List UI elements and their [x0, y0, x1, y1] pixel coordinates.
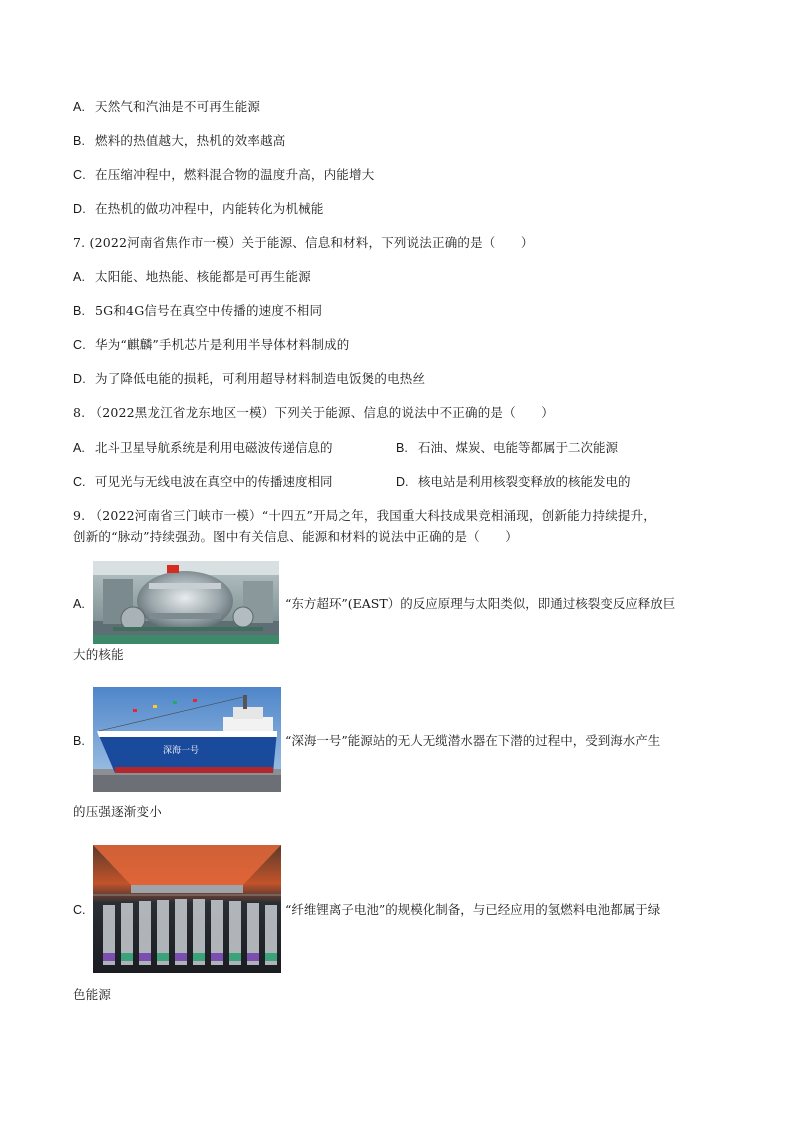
q9-option-c-text1: “纤维锂离子电池”的规模化制备，与已经应用的氢燃料电池都属于绿: [285, 902, 661, 917]
q7-option-a: [73, 269, 311, 285]
q9-stem-line1: 9. （2022河南省三门峡市一模）“十四五”开局之年，我国重大科技成果竞相涌现，创新能力持续提升，: [73, 508, 656, 523]
option-letter: C.: [73, 475, 86, 489]
q7-option-c: [73, 337, 349, 353]
option-text: 可见光与无线电波在真空中的传播速度相同: [95, 474, 333, 489]
q9-option-b-letter: B.: [73, 734, 85, 748]
q6-option-d: [73, 201, 324, 217]
q9-option-b-text2: 的压强逐渐变小: [73, 804, 162, 819]
q8-stem: 8. （2022黑龙江省龙东地区一模）下列关于能源、信息的说法中不正确的是（ ）: [73, 405, 554, 420]
option-letter: C.: [73, 338, 86, 352]
option-letter: A.: [73, 441, 85, 455]
option-text: 华为“麒麟”手机芯片是利用半导体材料制成的: [95, 337, 350, 352]
q8-option-d: [396, 474, 631, 490]
q6-option-c: [73, 167, 374, 183]
battery-factory-photo: [93, 845, 281, 973]
q9-option-a-letter: A.: [73, 597, 85, 611]
q8-option-b: [396, 440, 618, 456]
option-letter: D.: [73, 372, 86, 386]
option-text: 5G和4G信号在真空中传播的速度不相同: [95, 303, 323, 318]
q9-option-a-text1: “东方超环”(EAST）的反应原理与太阳类似，即通过核裂变反应释放巨: [285, 596, 676, 611]
option-text: 北斗卫星导航系统是利用电磁波传递信息的: [95, 440, 333, 455]
q8-option-a: [73, 440, 333, 456]
q9-option-b-text1: “深海一号”能源站的无人无缆潜水器在下潜的过程中，受到海水产生: [285, 733, 661, 748]
option-letter: D.: [396, 475, 409, 489]
option-letter: D.: [73, 202, 86, 216]
q8-option-c: [73, 474, 333, 490]
q7-option-d: [73, 371, 425, 387]
option-letter: B.: [73, 304, 86, 318]
option-letter: C.: [73, 168, 86, 182]
ship-name-label: 深海一号: [163, 746, 200, 756]
tokamak-photo: [93, 561, 279, 644]
q6-option-b: [73, 133, 286, 149]
option-text: 在热机的做功冲程中，内能转化为机械能: [95, 201, 324, 216]
option-letter: B.: [396, 441, 408, 455]
option-text: 天然气和汽油是不可再生能源: [95, 99, 261, 114]
q9-option-a-text2: 大的核能: [73, 647, 124, 662]
option-text: 为了降低电能的损耗，可利用超导材料制造电饭煲的电热丝: [95, 371, 426, 386]
option-text: 石油、煤炭、电能等都属于二次能源: [418, 440, 619, 455]
option-text: 太阳能、地热能、核能都是可再生能源: [95, 269, 311, 284]
q9-option-c-letter: C.: [73, 903, 86, 917]
option-text: 在压缩冲程中，燃料混合物的温度升高，内能增大: [95, 167, 375, 182]
option-letter: A.: [73, 100, 86, 114]
q9-stem-line2: 创新的“脉动”持续强劲。图中有关信息、能源和材料的说法中正确的是（ ）: [73, 529, 518, 544]
q6-option-a: [73, 99, 260, 115]
q9-option-c-text2: 色能源: [73, 987, 112, 1002]
option-letter: B.: [73, 134, 86, 148]
option-text: 燃料的热值越大，热机的效率越高: [95, 133, 286, 148]
q7-stem: 7. (2022河南省焦作市一模）关于能源、信息和材料，下列说法正确的是（ ）: [73, 235, 534, 250]
option-letter: A.: [73, 270, 86, 284]
ship-photo: [93, 687, 281, 792]
option-text: 核电站是利用核裂变释放的核能发电的: [418, 474, 631, 489]
q7-option-b: [73, 303, 322, 319]
